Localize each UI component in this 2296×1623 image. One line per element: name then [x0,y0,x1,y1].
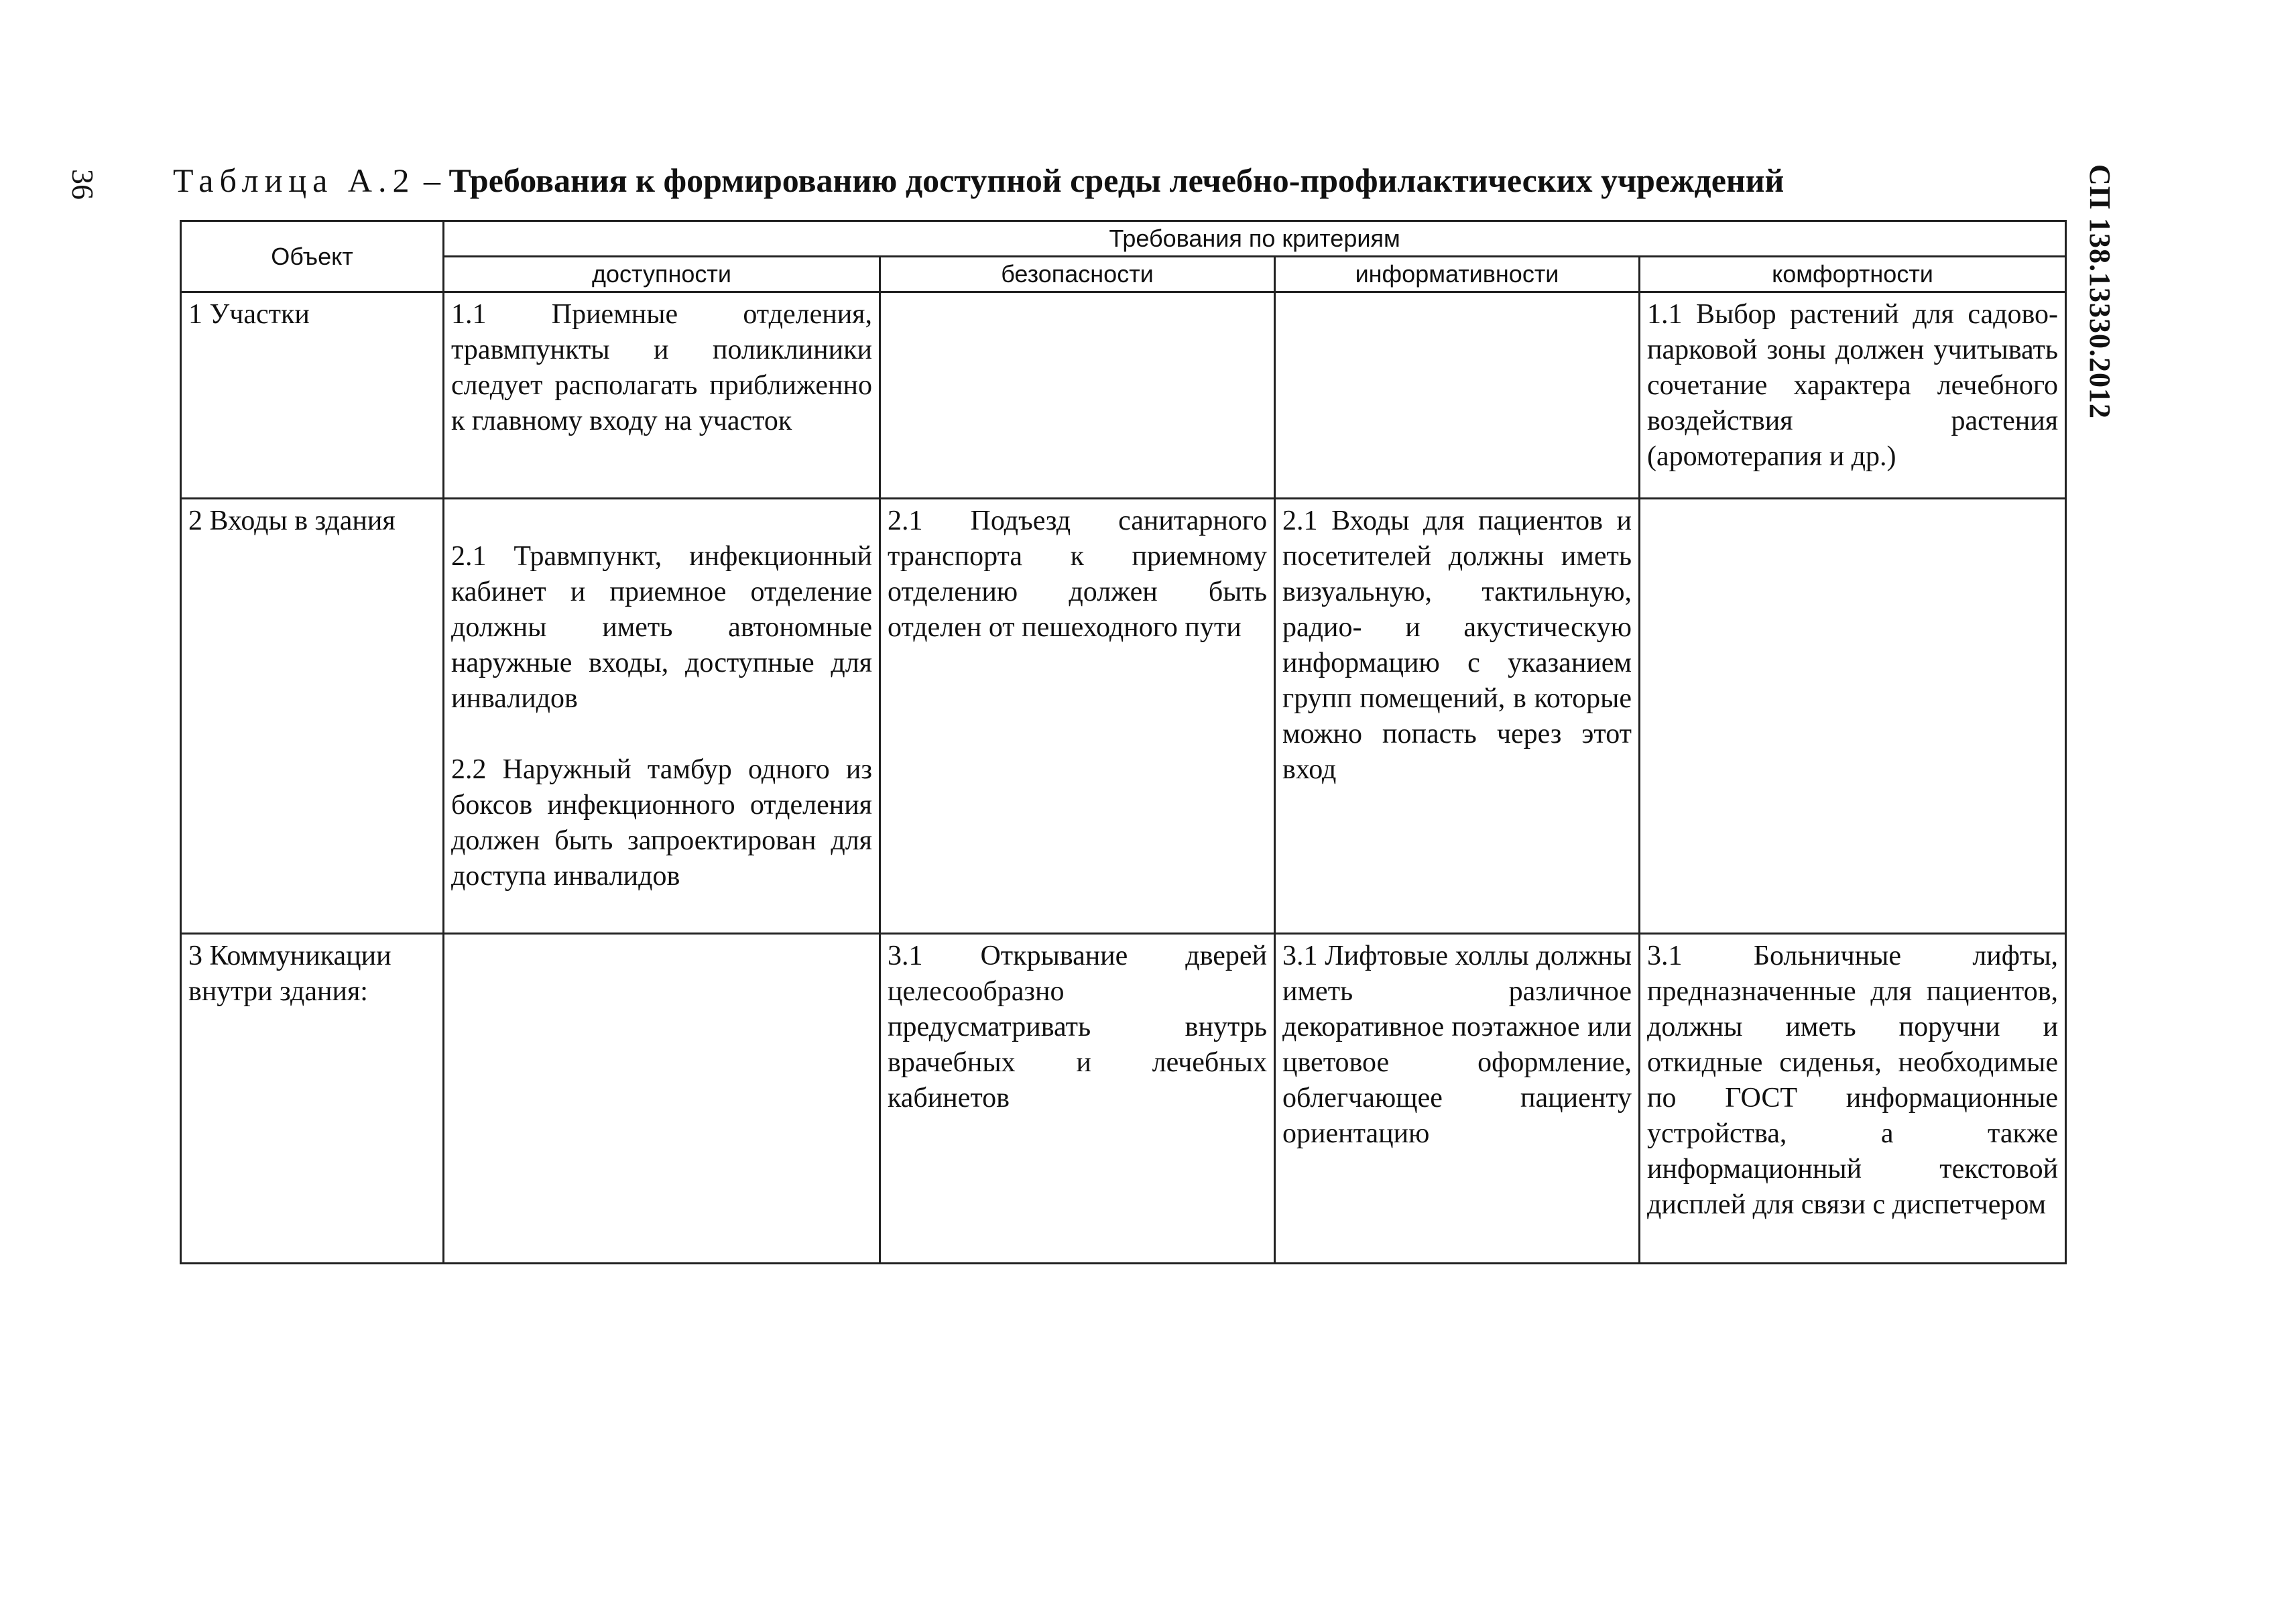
comfort-cell [1640,292,2066,499]
requirement-text: 2.1 Подъезд санитарного транспорта к приемному отделению должен быть отделен от пешеходного пути [888,505,1267,643]
requirement-text: 2.1 Входы для пациентов и посетителей должны иметь визуальную, тактильную, радио- и акустическую информацию с указанием групп помещений, в которые можно попасть через этот вход [1282,505,1632,785]
informativity-cell [1275,934,1640,1264]
object-cell: 1 Участки [181,292,444,499]
header-col-informativity: информативности [1275,257,1640,292]
object-cell: 3 Коммуникации внутри здания: [181,934,444,1264]
requirement-text: 3.1 Лифтовые холлы должны иметь различное декоративное поэтажное или цветовое оформление, облегчающее пациенту ориентацию [1282,941,1632,1149]
table-caption-prefix: Таблица А.2 [173,162,416,199]
header-criteria-group: Требования по критериям [444,221,2066,257]
requirement-text: 1.1 Выбор растений для садово-парковой зоны должен учитывать сочетание характера лечебного воздействия растения (аромотерапия и др.) [1647,299,2059,472]
requirements-table [180,220,2067,1264]
requirement-text: 3.1 Открывание дверей целесообразно предусматривать внутрь врачебных и лечебных кабинетов [888,941,1267,1114]
accessibility-cell [444,499,880,934]
table-row [181,934,2066,1264]
safety-cell [880,292,1275,499]
table-caption [173,161,1784,200]
table-row [181,499,2066,934]
table-caption-dash: – [415,162,449,199]
header-object: Объект [181,221,444,292]
requirement-text: 2.2 Наружный тамбур одного из боксов инфекционного отделения должен быть запроектирован для доступа инвалидов [451,754,872,892]
header-col-safety: безопасности [880,257,1275,292]
requirement-text: 1.1 Приемные отделения, травмпункты и поликлиники следует располагать приближенно к главному входу на участок [451,299,872,436]
comfort-cell [1640,499,2066,934]
header-row-top [181,221,2066,257]
document-code: СП 138.13330.2012 [2083,164,2116,419]
header-col-accessibility: доступности [444,257,880,292]
table-row [181,292,2066,499]
accessibility-cell [444,934,880,1264]
safety-cell [880,934,1275,1264]
header-col-comfort: комфортности [1640,257,2066,292]
comfort-cell [1640,934,2066,1264]
accessibility-cell [444,292,880,499]
requirement-text: 2.1 Травмпункт, инфекционный кабинет и приемное отделение должны иметь автономные наружные входы, доступные для инвалидов [451,541,872,714]
requirement-text: 3.1 Больничные лифты, предназначенные для пациентов, должны иметь поручни и откидные сиденья, необходимые по ГОСТ информационные устройства, а также информационный текстовой дисплей для связи с диспетчером [1647,941,2059,1220]
informativity-cell [1275,499,1640,934]
table-caption-title: Требования к формированию доступной среды лечебно-профилактических учреждений [448,162,1785,199]
object-cell: 2 Входы в здания [181,499,444,934]
header-row-columns [181,257,2066,292]
page-number: 36 [66,169,100,200]
informativity-cell [1275,292,1640,499]
safety-cell [880,499,1275,934]
